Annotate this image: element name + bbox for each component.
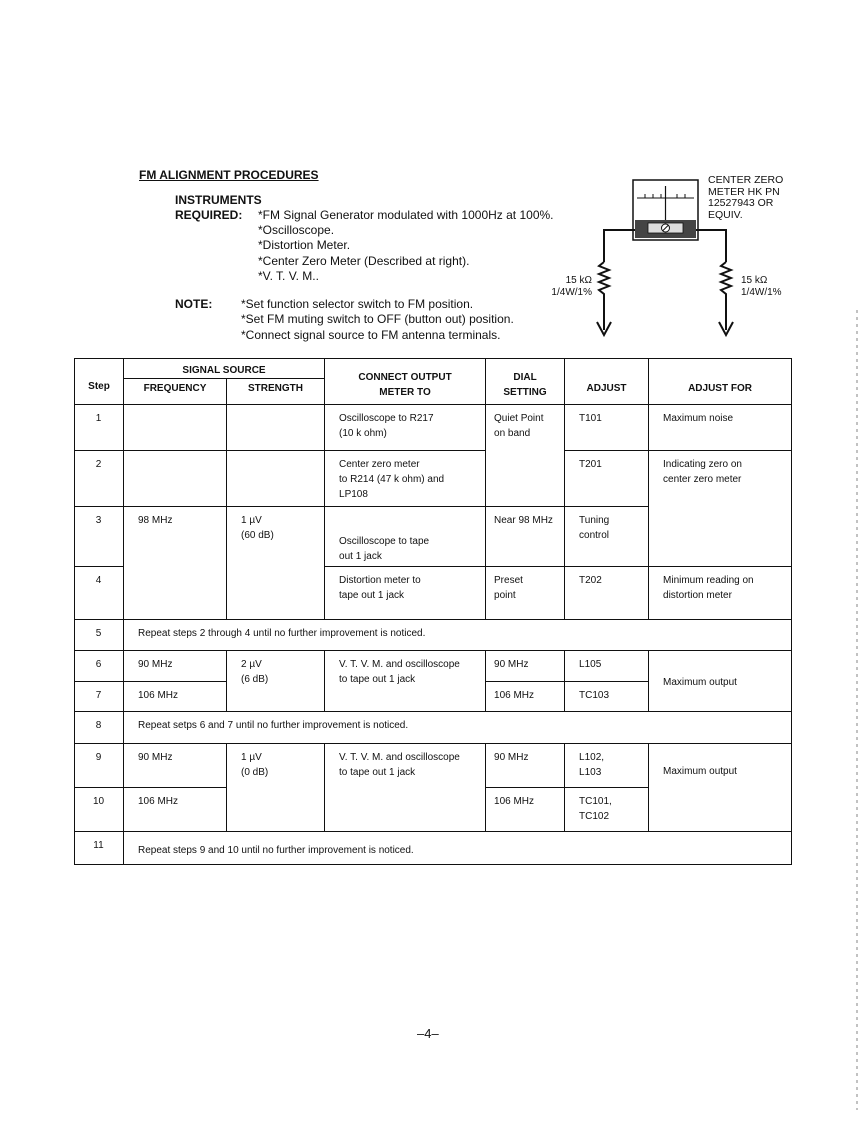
strength-cell: 2 µV (6 dB) [227, 651, 325, 712]
adjust-cell: L105 [565, 651, 649, 682]
header-dial: DIAL SETTING [486, 359, 565, 405]
dial-cell: 90 MHz [486, 744, 565, 788]
table-row [75, 620, 792, 651]
frequency-cell: 98 MHz [124, 507, 227, 620]
frequency-cell: 106 MHz [124, 788, 227, 832]
step-cell: 5 [75, 620, 124, 651]
connect-cell: Oscilloscope to R217 (10 k ohm) [325, 405, 486, 451]
note-item: *Set function selector switch to FM position. [241, 297, 474, 311]
meter-description: CENTER ZERO METER HK PN 12527943 OR EQUIV. [708, 174, 784, 221]
step-cell: 4 [75, 567, 124, 620]
adjust-cell: L102, L103 [565, 744, 649, 788]
step-cell: 11 [75, 832, 124, 865]
adjust-cell: Tuning control [565, 507, 649, 567]
meter-lead-left [604, 230, 635, 262]
table-row [75, 451, 792, 507]
adjust-for-cell: Maximum noise [649, 405, 792, 451]
step-cell: 2 [75, 451, 124, 507]
note-item: *Connect signal source to FM antenna terminals. [241, 328, 501, 342]
adjust-for-cell: Maximum output [649, 744, 792, 832]
meter-lead-right [696, 230, 726, 262]
header-frequency: FREQUENCY [124, 379, 227, 405]
table-row [75, 744, 792, 788]
adjust-cell: TC103 [565, 682, 649, 712]
adjust-cell: TC101, TC102 [565, 788, 649, 832]
instrument-item: *Oscilloscope. [258, 223, 335, 237]
header-adjust: ADJUST [565, 359, 649, 405]
dial-cell: Quiet Point on band [486, 405, 565, 507]
adjust-cell: T201 [565, 451, 649, 507]
header-step: Step [75, 359, 124, 405]
connect-cell: Distortion meter to tape out 1 jack [325, 567, 486, 620]
dial-cell: 106 MHz [486, 682, 565, 712]
strength-cell [227, 451, 325, 507]
frequency-cell: 90 MHz [124, 651, 227, 682]
page-title: FM ALIGNMENT PROCEDURES [139, 168, 319, 182]
frequency-cell: 106 MHz [124, 682, 227, 712]
resistor-right-icon [721, 262, 731, 330]
step-cell: 10 [75, 788, 124, 832]
frequency-cell [124, 451, 227, 507]
adjust-cell: T101 [565, 405, 649, 451]
adjust-cell: T202 [565, 567, 649, 620]
step-cell: 3 [75, 507, 124, 567]
dial-cell: 106 MHz [486, 788, 565, 832]
instrument-item: *Center Zero Meter (Described at right). [258, 254, 470, 268]
resistor-left-label: 15 kΩ 1/4W/1% [551, 275, 592, 298]
header-strength: STRENGTH [227, 379, 325, 405]
alignment-table [74, 358, 792, 865]
dial-cell: Preset point [486, 567, 565, 620]
table-row [75, 832, 792, 865]
required-label: REQUIRED: [175, 208, 243, 222]
step-cell: 8 [75, 712, 124, 744]
connect-cell: V. T. V. M. and oscilloscope to tape out 1 jack [325, 744, 486, 832]
page-number: –4– [417, 1026, 439, 1041]
note-item: *Set FM muting switch to OFF (button out) position. [241, 312, 514, 326]
header-adjust-for: ADJUST FOR [649, 359, 792, 405]
repeat-note-cell: Repeat steps 9 and 10 until no further improvement is noticed. [124, 832, 792, 865]
scan-edge [856, 310, 858, 1110]
instrument-item: *Distortion Meter. [258, 238, 351, 252]
connect-cell: V. T. V. M. and oscilloscope to tape out 1 jack [325, 651, 486, 712]
adjust-for-cell: Minimum reading on distortion meter [649, 567, 792, 620]
table-row [75, 651, 792, 682]
note-label: NOTE: [175, 297, 213, 311]
table-row [75, 405, 792, 451]
resistor-left-icon [599, 262, 609, 330]
resistor-right-label: 15 kΩ 1/4W/1% [741, 275, 782, 298]
adjust-for-cell: Indicating zero on center zero meter [649, 451, 792, 567]
frequency-cell [124, 405, 227, 451]
connect-cell: Center zero meter to R214 (47 k ohm) and LP108 [325, 451, 486, 507]
table-row [75, 712, 792, 744]
dial-cell: 90 MHz [486, 651, 565, 682]
step-cell: 1 [75, 405, 124, 451]
step-cell: 9 [75, 744, 124, 788]
repeat-note-cell: Repeat setps 6 and 7 until no further improvement is noticed. [124, 712, 792, 744]
strength-cell: 1 µV (60 dB) [227, 507, 325, 620]
step-cell: 7 [75, 682, 124, 712]
repeat-note-cell: Repeat steps 2 through 4 until no further improvement is noticed. [124, 620, 792, 651]
step-cell: 6 [75, 651, 124, 682]
instruments-label: INSTRUMENTS [175, 193, 262, 207]
adjust-for-cell: Maximum output [649, 651, 792, 712]
frequency-cell: 90 MHz [124, 744, 227, 788]
header-connect: CONNECT OUTPUT METER TO [325, 359, 486, 405]
instrument-item: *V. T. V. M.. [258, 269, 319, 283]
strength-cell: 1 µV (0 dB) [227, 744, 325, 832]
header-signal-source: SIGNAL SOURCE [124, 359, 325, 379]
dial-cell: Near 98 MHz [486, 507, 565, 567]
strength-cell [227, 405, 325, 451]
instrument-item: *FM Signal Generator modulated with 1000Hz at 100%. [258, 208, 554, 222]
connect-cell: Oscilloscope to tape out 1 jack [325, 507, 486, 567]
